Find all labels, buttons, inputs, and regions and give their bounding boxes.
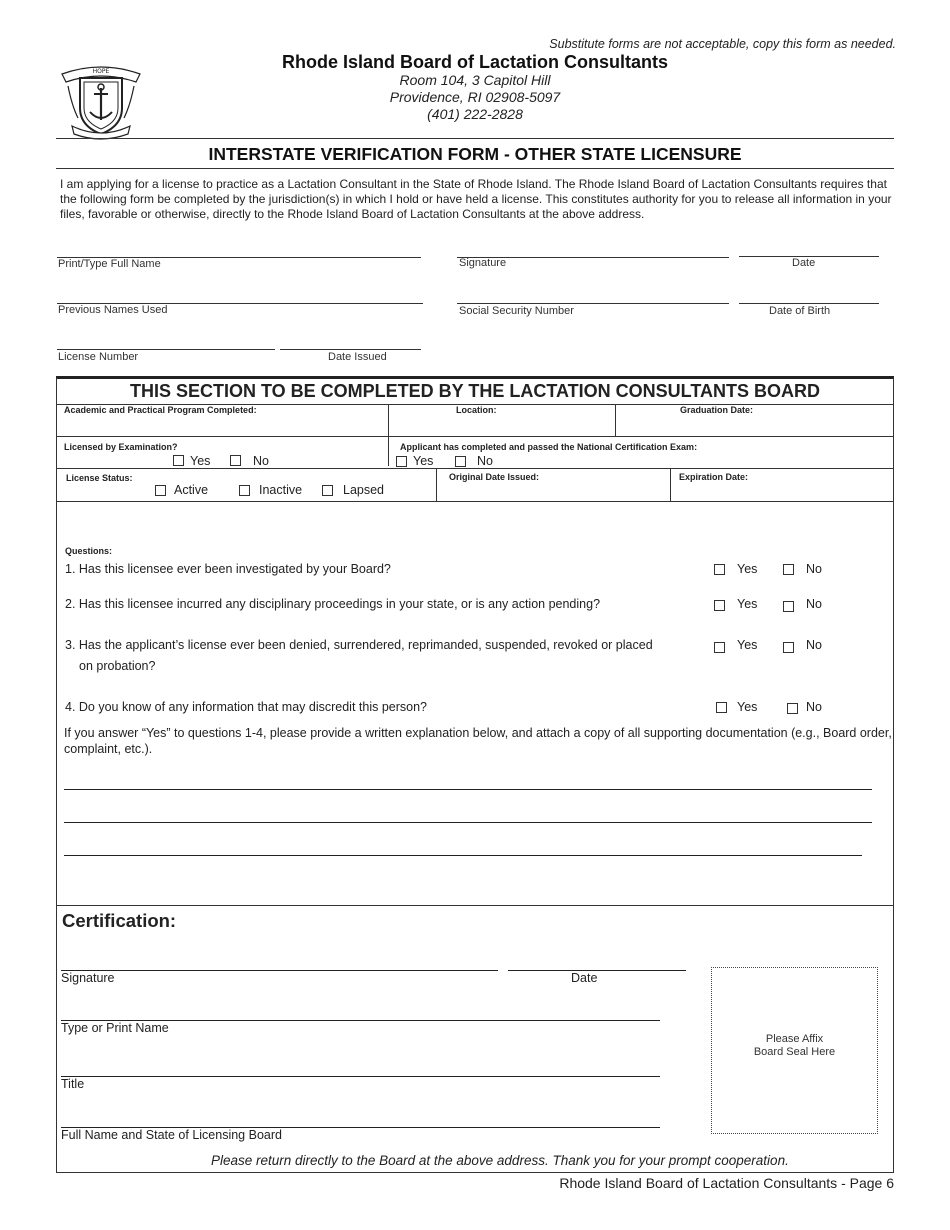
license-number-field[interactable] — [57, 349, 275, 350]
question-1: 1. Has this licensee ever been investigated by your Board? — [65, 562, 391, 576]
cert-date-label: Date — [571, 971, 598, 985]
cert-board-label: Full Name and State of Licensing Board — [61, 1128, 282, 1142]
seal-instruction-line2: Board Seal Here — [753, 1046, 836, 1058]
licensed-exam-no-label: No — [253, 454, 269, 468]
q1-no-label: No — [806, 562, 822, 576]
q3-yes-checkbox[interactable] — [714, 642, 725, 653]
cert-signature-field[interactable] — [61, 970, 498, 971]
license-number-label: License Number — [58, 351, 139, 363]
address-line1: Room 104, 3 Capitol Hill — [399, 72, 551, 88]
return-note: Please return directly to the Board at the above address. Thank you for your prompt cooperation. — [211, 1153, 789, 1168]
national-exam-yes-label: Yes — [413, 454, 434, 468]
expiration-label: Expiration Date: — [679, 472, 749, 482]
q4-yes-checkbox[interactable] — [716, 702, 727, 713]
question-4: 4. Do you know of any information that may discredit this person? — [65, 700, 427, 714]
seal-instruction-line1: Please Affix — [765, 1033, 824, 1045]
explanation-line-2[interactable] — [64, 822, 872, 823]
q1-yes-label: Yes — [737, 562, 758, 576]
cert-signature-label: Signature — [61, 971, 115, 985]
academic-label: Academic and Practical Program Completed: — [64, 405, 257, 415]
national-exam-no-checkbox[interactable] — [455, 456, 466, 467]
address-line2: Providence, RI 02908-5097 — [389, 89, 561, 105]
explanation-instructions: If you answer “Yes” to questions 1-4, please provide a written explanation below, and attach a copy of all supporting documentation (e.g., Board order, complaint, etc.). — [64, 726, 892, 756]
cert-title-label: Title — [61, 1077, 85, 1091]
dob-field[interactable] — [739, 303, 879, 304]
substitute-note: Substitute forms are not acceptable, copy this form as needed. — [549, 37, 896, 51]
status-inactive-label: Inactive — [259, 483, 303, 497]
status-inactive-checkbox[interactable] — [239, 485, 250, 496]
license-status-label: License Status: — [66, 473, 133, 483]
status-active-label: Active — [174, 483, 209, 497]
question-3-line1: 3. Has the applicant’s license ever been denied, surrendered, reprimanded, suspended, revoked or placed — [65, 638, 653, 652]
national-exam-label: Applicant has completed and passed the National Certification Exam: — [400, 442, 698, 452]
cert-print-name-label: Type or Print Name — [61, 1021, 169, 1035]
explanation-line-1[interactable] — [64, 789, 872, 790]
q4-no-checkbox[interactable] — [787, 703, 798, 714]
national-exam-yes-checkbox[interactable] — [396, 456, 407, 467]
q2-no-checkbox[interactable] — [783, 601, 794, 612]
phone: (401) 222-2828 — [427, 106, 523, 122]
certification-heading: Certification: — [62, 910, 177, 931]
status-lapsed-checkbox[interactable] — [322, 485, 333, 496]
applicant-date-label: Date — [792, 257, 816, 269]
q3-no-checkbox[interactable] — [783, 642, 794, 653]
q3-yes-label: Yes — [737, 638, 758, 652]
q2-no-label: No — [806, 597, 822, 611]
cert-title-field[interactable] — [61, 1076, 660, 1077]
status-lapsed-label: Lapsed — [343, 483, 385, 497]
date-issued-field[interactable] — [280, 349, 421, 350]
date-issued-label: Date Issued — [328, 351, 387, 363]
q2-yes-label: Yes — [737, 597, 758, 611]
svg-text:HOPE: HOPE — [92, 68, 110, 75]
explanation-line-3[interactable] — [64, 855, 862, 856]
q3-no-label: No — [806, 638, 822, 652]
q4-yes-label: Yes — [737, 700, 758, 714]
original-date-label: Original Date Issued: — [449, 472, 540, 482]
intro-paragraph: I am applying for a license to practice as a Lactation Consultant in the State of Rhode Island. The Rhode Island Board of Lactation Consultants requires that the following form be completed by the jurisdiction(s) in which I hold or have held a license. This constitutes authority for you to release all information in your files, favorable or otherwise, directly to the Rhode Island Board of Lactation Consultants at the above address. — [60, 177, 892, 221]
full-name-label: Print/Type Full Name — [58, 258, 161, 270]
graduation-label: Graduation Date: — [680, 405, 754, 415]
applicant-signature-label: Signature — [459, 257, 507, 269]
licensed-exam-yes-label: Yes — [190, 454, 211, 468]
ssn-field[interactable] — [457, 303, 729, 304]
national-exam-no-label: No — [477, 454, 493, 468]
ssn-label: Social Security Number — [459, 305, 574, 317]
question-3-line2: on probation? — [79, 659, 156, 673]
form-title: INTERSTATE VERIFICATION FORM - OTHER STATE LICENSURE — [208, 144, 742, 164]
q2-yes-checkbox[interactable] — [714, 600, 725, 611]
question-2: 2. Has this licensee incurred any disciplinary proceedings in your state, or is any action pending? — [65, 597, 601, 611]
page-footer: Rhode Island Board of Lactation Consultants - Page 6 — [559, 1175, 894, 1191]
licensed-exam-label: Licensed by Examination? — [64, 442, 178, 452]
org-name: Rhode Island Board of Lactation Consultants — [281, 52, 668, 72]
q4-no-label: No — [806, 700, 822, 714]
questions-heading: Questions: — [65, 546, 113, 556]
licensed-exam-yes-checkbox[interactable] — [173, 455, 184, 466]
q1-no-checkbox[interactable] — [783, 564, 794, 575]
dob-label: Date of Birth — [769, 305, 831, 317]
status-active-checkbox[interactable] — [155, 485, 166, 496]
board-section-title: THIS SECTION TO BE COMPLETED BY THE LACTATION CONSULTANTS BOARD — [129, 381, 820, 401]
q1-yes-checkbox[interactable] — [714, 564, 725, 575]
licensed-exam-no-checkbox[interactable] — [230, 455, 241, 466]
location-label: Location: — [456, 405, 497, 415]
previous-names-label: Previous Names Used — [58, 304, 168, 316]
